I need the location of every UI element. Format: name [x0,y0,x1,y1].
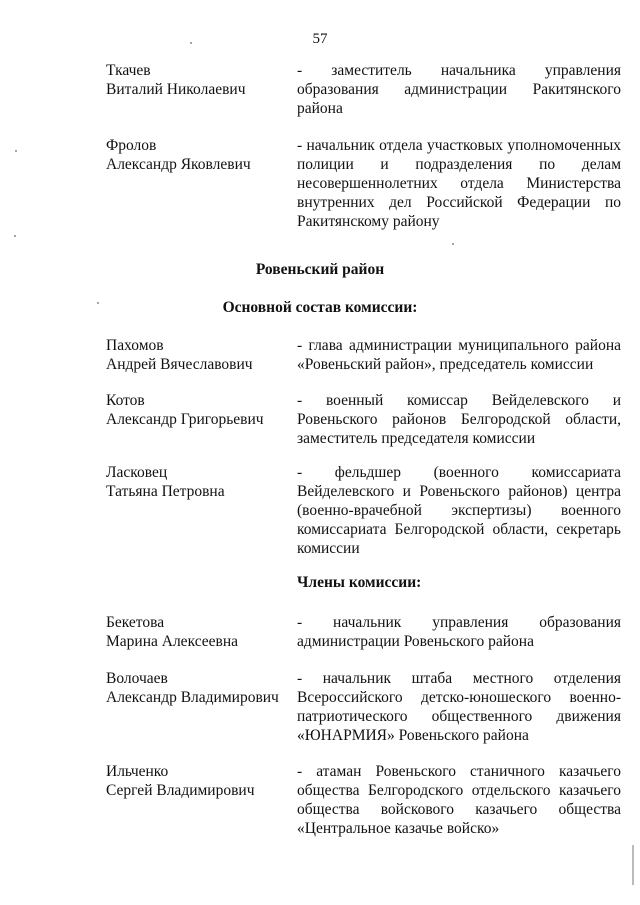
person-role: - начальник управления образования администрации Ровеньского района [297,614,621,650]
given-name: Сергей Владимирович [106,782,255,799]
person-role: - фельдшер (военного комиссариата Вейделевского и Ровеньского районов) центра (военно-врачебной экспертизы) военного комиссариата Белгородской области, секретарь комиссии [297,464,621,557]
person-role: - военный комиссар Вейделевского и Ровеньского районов Белгородской области, заместитель председателя комиссии [297,392,621,447]
scan-speck [452,243,454,245]
person-role: - начальник штаба местного отделения Всероссийского детско-юношеского военно-патриотического общественного движения «ЮНАРМИЯ» Ровеньского района [297,670,621,744]
scan-speck [97,302,99,304]
surname: Бекетова [106,614,165,631]
scan-speck [15,150,17,152]
given-name: Андрей Вячеславович [106,356,253,373]
given-name: Марина Алексеевна [106,633,239,650]
given-name: Александр Григорьевич [106,411,264,428]
surname: Котов [106,392,145,409]
person-name [106,762,296,800]
person-name [106,136,296,174]
scan-edge-mark [632,845,634,885]
surname: Ткачев [106,62,151,79]
person-name [106,336,296,374]
scan-speck [14,235,16,237]
person-name [106,613,296,651]
person-name [106,669,296,707]
person-name [106,391,296,429]
given-name: Виталий Николаевич [106,81,246,98]
main-composition-heading: Основной состав комиссии: [222,299,418,316]
given-name: Татьяна Петровна [106,483,225,500]
given-name: Александр Яковлевич [106,156,251,173]
person-role: - начальник отдела участковых уполномоченных полиции и подразделения по делам несовершеннолетних отдела Министерства внутренних дел Российской Федерации по Ракитянскому району [297,137,621,230]
given-name: Александр Владимирович [106,689,279,706]
surname: Пахомов [106,337,164,354]
surname: Волочаев [106,670,168,687]
person-name [106,463,296,501]
surname: Фролов [106,137,157,154]
person-role: - заместитель начальника управления образования администрации Ракитянского района [297,62,621,117]
person-name [106,61,296,99]
person-role: - атаман Ровеньского станичного казачьего общества Белгородского отдельского казачьего общества войскового казачьего общества «Центральное казачье войско» [297,763,621,837]
scan-speck [190,42,192,44]
surname: Ильченко [106,763,169,780]
members-heading: Члены комиссии: [297,574,422,591]
surname: Ласковец [106,464,168,481]
page-number: 57 [312,31,328,47]
person-role: - глава администрации муниципального района «Ровеньский район», председатель комиссии [297,337,621,373]
section-title: Ровеньский район [255,261,385,278]
